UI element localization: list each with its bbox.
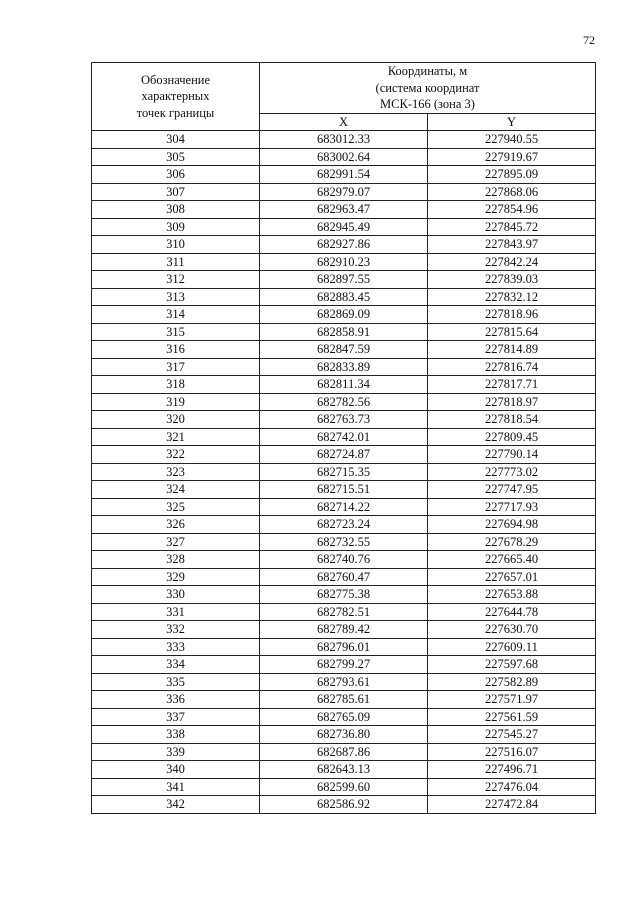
x-coordinate-cell: 682910.23 [260,253,428,271]
x-coordinate-cell: 682799.27 [260,656,428,674]
table-row [92,761,596,779]
y-coordinate-cell: 227809.45 [428,428,596,446]
x-coordinate-cell: 682927.86 [260,236,428,254]
x-coordinate-cell: 682796.01 [260,638,428,656]
table-row [92,131,596,149]
y-coordinate-cell: 227747.95 [428,481,596,499]
y-coordinate-cell: 227818.54 [428,411,596,429]
y-coordinate-cell: 227609.11 [428,638,596,656]
y-coordinate-cell: 227815.64 [428,323,596,341]
point-number-cell: 330 [92,586,260,604]
table-row [92,218,596,236]
x-coordinate-cell: 682723.24 [260,516,428,534]
table-row [92,743,596,761]
table-row [92,533,596,551]
x-coordinate-cell: 682793.61 [260,673,428,691]
point-number-cell: 338 [92,726,260,744]
x-coordinate-cell: 682782.51 [260,603,428,621]
point-number-cell: 320 [92,411,260,429]
x-coordinate-cell: 682897.55 [260,271,428,289]
table-row [92,638,596,656]
table-row [92,551,596,569]
point-number-cell: 306 [92,166,260,184]
x-coordinate-cell: 682991.54 [260,166,428,184]
point-number-cell: 337 [92,708,260,726]
y-coordinate-cell: 227832.12 [428,288,596,306]
table-row [92,568,596,586]
x-coordinate-cell: 682883.45 [260,288,428,306]
table-row [92,148,596,166]
x-coordinate-cell: 682760.47 [260,568,428,586]
table-row [92,271,596,289]
table-row [92,691,596,709]
x-coordinate-cell: 682979.07 [260,183,428,201]
point-number-cell: 323 [92,463,260,481]
point-number-cell: 305 [92,148,260,166]
y-coordinate-cell: 227496.71 [428,761,596,779]
table-row [92,603,596,621]
table-row [92,376,596,394]
header-y: Y [428,113,596,131]
x-coordinate-cell: 682858.91 [260,323,428,341]
table-row [92,586,596,604]
y-coordinate-cell: 227940.55 [428,131,596,149]
y-coordinate-cell: 227868.06 [428,183,596,201]
header-coordinates: Координаты, м (система координат МСК-166 (зона 3) [260,63,596,114]
table-row [92,323,596,341]
y-coordinate-cell: 227657.01 [428,568,596,586]
y-coordinate-cell: 227773.02 [428,463,596,481]
coordinates-table [91,62,596,814]
y-coordinate-cell: 227818.96 [428,306,596,324]
point-number-cell: 317 [92,358,260,376]
table-row [92,358,596,376]
x-coordinate-cell: 682833.89 [260,358,428,376]
x-coordinate-cell: 682643.13 [260,761,428,779]
point-number-cell: 334 [92,656,260,674]
x-coordinate-cell: 682775.38 [260,586,428,604]
x-coordinate-cell: 682715.51 [260,481,428,499]
y-coordinate-cell: 227845.72 [428,218,596,236]
y-coordinate-cell: 227816.74 [428,358,596,376]
point-number-cell: 325 [92,498,260,516]
point-number-cell: 336 [92,691,260,709]
point-number-cell: 341 [92,778,260,796]
x-coordinate-cell: 682599.60 [260,778,428,796]
y-coordinate-cell: 227476.04 [428,778,596,796]
point-number-cell: 318 [92,376,260,394]
table-row [92,796,596,814]
point-number-cell: 304 [92,131,260,149]
point-number-cell: 312 [92,271,260,289]
point-number-cell: 321 [92,428,260,446]
y-coordinate-cell: 227839.03 [428,271,596,289]
y-coordinate-cell: 227814.89 [428,341,596,359]
point-number-cell: 309 [92,218,260,236]
y-coordinate-cell: 227818.97 [428,393,596,411]
table-row [92,498,596,516]
y-coordinate-cell: 227582.89 [428,673,596,691]
point-number-cell: 329 [92,568,260,586]
x-coordinate-cell: 682586.92 [260,796,428,814]
point-number-cell: 326 [92,516,260,534]
point-number-cell: 315 [92,323,260,341]
table-row [92,656,596,674]
point-number-cell: 333 [92,638,260,656]
y-coordinate-cell: 227717.93 [428,498,596,516]
point-number-cell: 339 [92,743,260,761]
table-row [92,708,596,726]
y-coordinate-cell: 227653.88 [428,586,596,604]
header-point-designation: Обозначение характерных точек границы [92,63,260,131]
table-body [92,131,596,814]
y-coordinate-cell: 227694.98 [428,516,596,534]
point-number-cell: 313 [92,288,260,306]
y-coordinate-cell: 227561.59 [428,708,596,726]
y-coordinate-cell: 227919.67 [428,148,596,166]
point-number-cell: 316 [92,341,260,359]
x-coordinate-cell: 682869.09 [260,306,428,324]
point-number-cell: 322 [92,446,260,464]
x-coordinate-cell: 682811.34 [260,376,428,394]
x-coordinate-cell: 682963.47 [260,201,428,219]
y-coordinate-cell: 227842.24 [428,253,596,271]
point-number-cell: 342 [92,796,260,814]
x-coordinate-cell: 682782.56 [260,393,428,411]
x-coordinate-cell: 682740.76 [260,551,428,569]
table-row [92,236,596,254]
table-row [92,288,596,306]
point-number-cell: 327 [92,533,260,551]
x-coordinate-cell: 682789.42 [260,621,428,639]
point-number-cell: 307 [92,183,260,201]
y-coordinate-cell: 227843.97 [428,236,596,254]
header-x: X [260,113,428,131]
y-coordinate-cell: 227545.27 [428,726,596,744]
table-row [92,463,596,481]
x-coordinate-cell: 682765.09 [260,708,428,726]
y-coordinate-cell: 227571.97 [428,691,596,709]
table-row [92,446,596,464]
table-row [92,201,596,219]
point-number-cell: 319 [92,393,260,411]
y-coordinate-cell: 227895.09 [428,166,596,184]
point-number-cell: 335 [92,673,260,691]
x-coordinate-cell: 682714.22 [260,498,428,516]
x-coordinate-cell: 682732.55 [260,533,428,551]
y-coordinate-cell: 227817.71 [428,376,596,394]
point-number-cell: 314 [92,306,260,324]
x-coordinate-cell: 683012.33 [260,131,428,149]
x-coordinate-cell: 682715.35 [260,463,428,481]
table-row [92,183,596,201]
table-row [92,253,596,271]
y-coordinate-cell: 227472.84 [428,796,596,814]
point-number-cell: 332 [92,621,260,639]
x-coordinate-cell: 682742.01 [260,428,428,446]
x-coordinate-cell: 682945.49 [260,218,428,236]
x-coordinate-cell: 682785.61 [260,691,428,709]
y-coordinate-cell: 227597.68 [428,656,596,674]
y-coordinate-cell: 227644.78 [428,603,596,621]
y-coordinate-cell: 227665.40 [428,551,596,569]
point-number-cell: 308 [92,201,260,219]
y-coordinate-cell: 227678.29 [428,533,596,551]
table-header [92,63,596,131]
table-row [92,673,596,691]
point-number-cell: 324 [92,481,260,499]
x-coordinate-cell: 682724.87 [260,446,428,464]
table-row [92,481,596,499]
x-coordinate-cell: 682687.86 [260,743,428,761]
table-row [92,393,596,411]
table-row [92,166,596,184]
page-number: 72 [583,33,595,47]
point-number-cell: 328 [92,551,260,569]
x-coordinate-cell: 682847.59 [260,341,428,359]
table-row [92,516,596,534]
table-row [92,778,596,796]
y-coordinate-cell: 227854.96 [428,201,596,219]
y-coordinate-cell: 227790.14 [428,446,596,464]
table-row [92,428,596,446]
point-number-cell: 310 [92,236,260,254]
table-row [92,726,596,744]
y-coordinate-cell: 227516.07 [428,743,596,761]
table-row [92,411,596,429]
table-row [92,306,596,324]
point-number-cell: 311 [92,253,260,271]
x-coordinate-cell: 682763.73 [260,411,428,429]
y-coordinate-cell: 227630.70 [428,621,596,639]
x-coordinate-cell: 682736.80 [260,726,428,744]
table-row [92,341,596,359]
x-coordinate-cell: 683002.64 [260,148,428,166]
point-number-cell: 340 [92,761,260,779]
table-row [92,621,596,639]
point-number-cell: 331 [92,603,260,621]
